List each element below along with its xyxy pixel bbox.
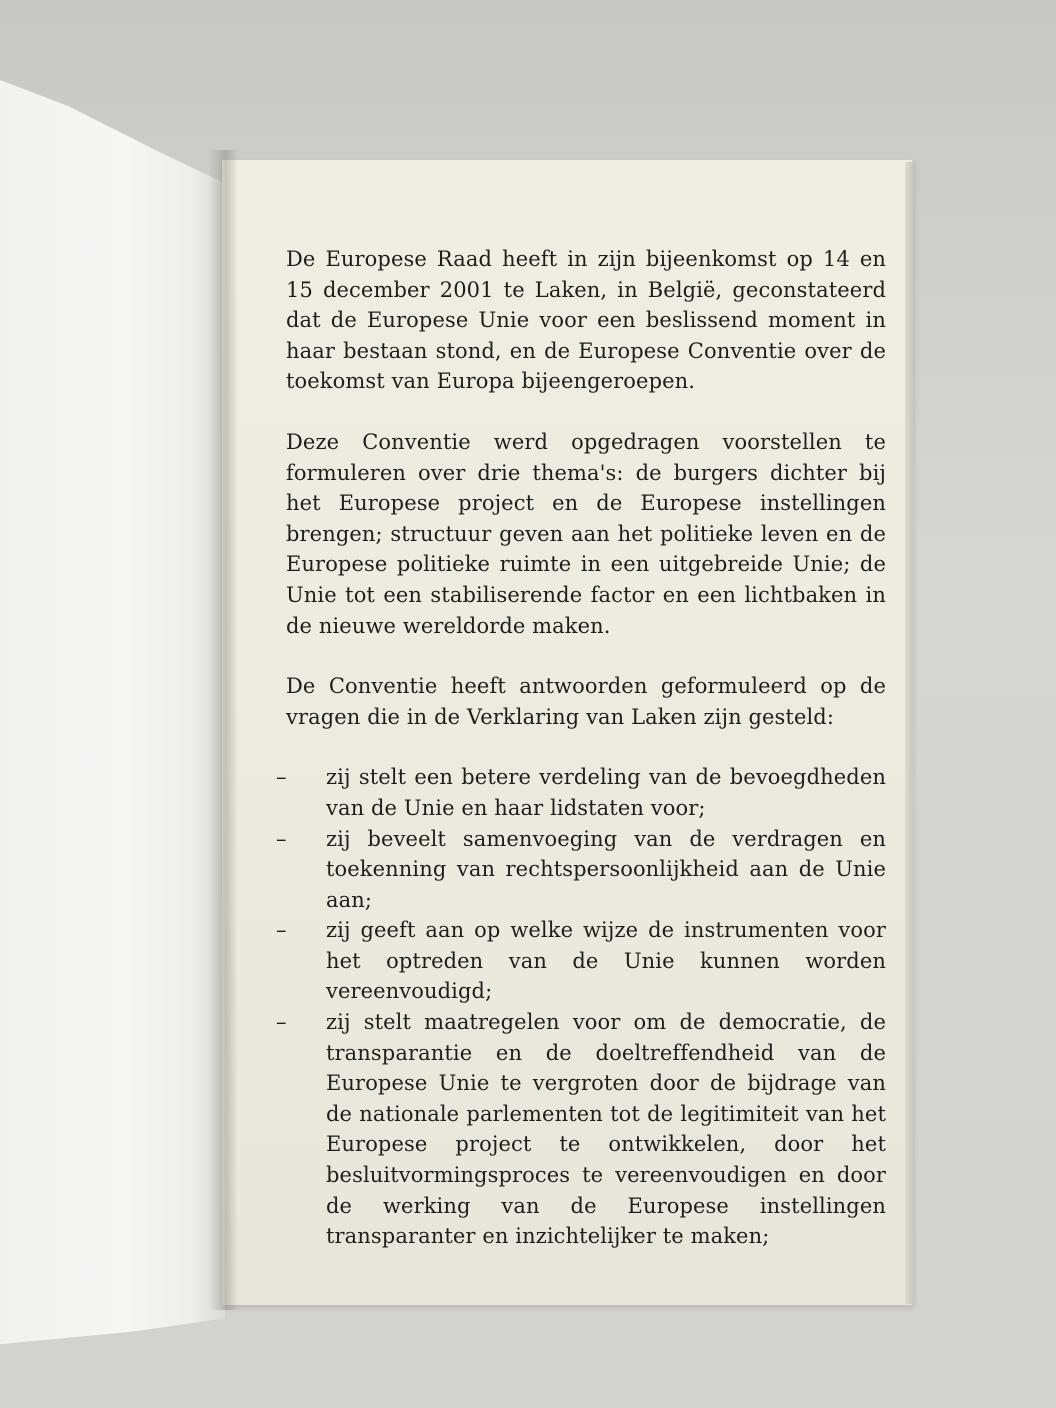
paragraph-3: De Conventie heeft antwoorden geformuleerd op de vragen die in de Verklaring van Laken zijn gesteld: [286, 674, 886, 729]
list-item [276, 824, 886, 916]
list-item-text: zij stelt een betere verdeling van de bevoegdheden van de Unie en haar lidstaten voor; [326, 765, 886, 820]
list-item [276, 762, 886, 823]
conventie-list [276, 762, 886, 1252]
page-edge [905, 162, 913, 1304]
list-item-text: zij beveelt samenvoeging van de verdragen en toekenning van rechtspersoonlijkheid aan de Unie aan; [326, 826, 886, 912]
list-item [276, 1007, 886, 1252]
paragraph-1: De Europese Raad heeft in zijn bijeenkomst op 14 en 15 december 2001 te Laken, in België, geconstateerd dat de Europese Unie voor een beslissend moment in haar bestaan stond, en de Europese Conventie over de toekomst van Europa bijeengeroepen. [286, 247, 886, 394]
dash-marker: – [276, 1010, 287, 1035]
left-page [0, 80, 225, 1370]
list-item-text: zij stelt maatregelen voor om de democratie, de transparantie en de doeltreffendheid van de Europese Unie te vergroten door de bijdrage van de nationale parlementen tot de legitimiteit van het Europese project te ontwikkelen, door het besluitvormingsproces te vereenvoudigen en door de werking van de Europese instellingen transparanter en inzichtelijker te maken; [326, 1010, 886, 1249]
dash-marker: – [276, 765, 287, 790]
list-item-text: zij geeft aan op welke wijze de instrumenten voor het optreden van de Unie kunnen worden vereenvoudigd; [326, 918, 886, 1004]
book-gutter [208, 150, 238, 1310]
dash-marker: – [276, 826, 287, 851]
dash-marker: – [276, 918, 287, 943]
list-item [276, 915, 886, 1007]
paragraph-2: Deze Conventie werd opgedragen voorstellen te formuleren over drie thema's: de burgers dichter bij het Europese project en de Europese instellingen brengen; structuur geven aan het politieke leven en de Europese politieke ruimte in een uitgebreide Unie; de Unie tot een stabiliserende factor en een lichtbaken in de nieuwe wereldorde maken. [286, 429, 886, 638]
page-text [276, 244, 886, 1252]
